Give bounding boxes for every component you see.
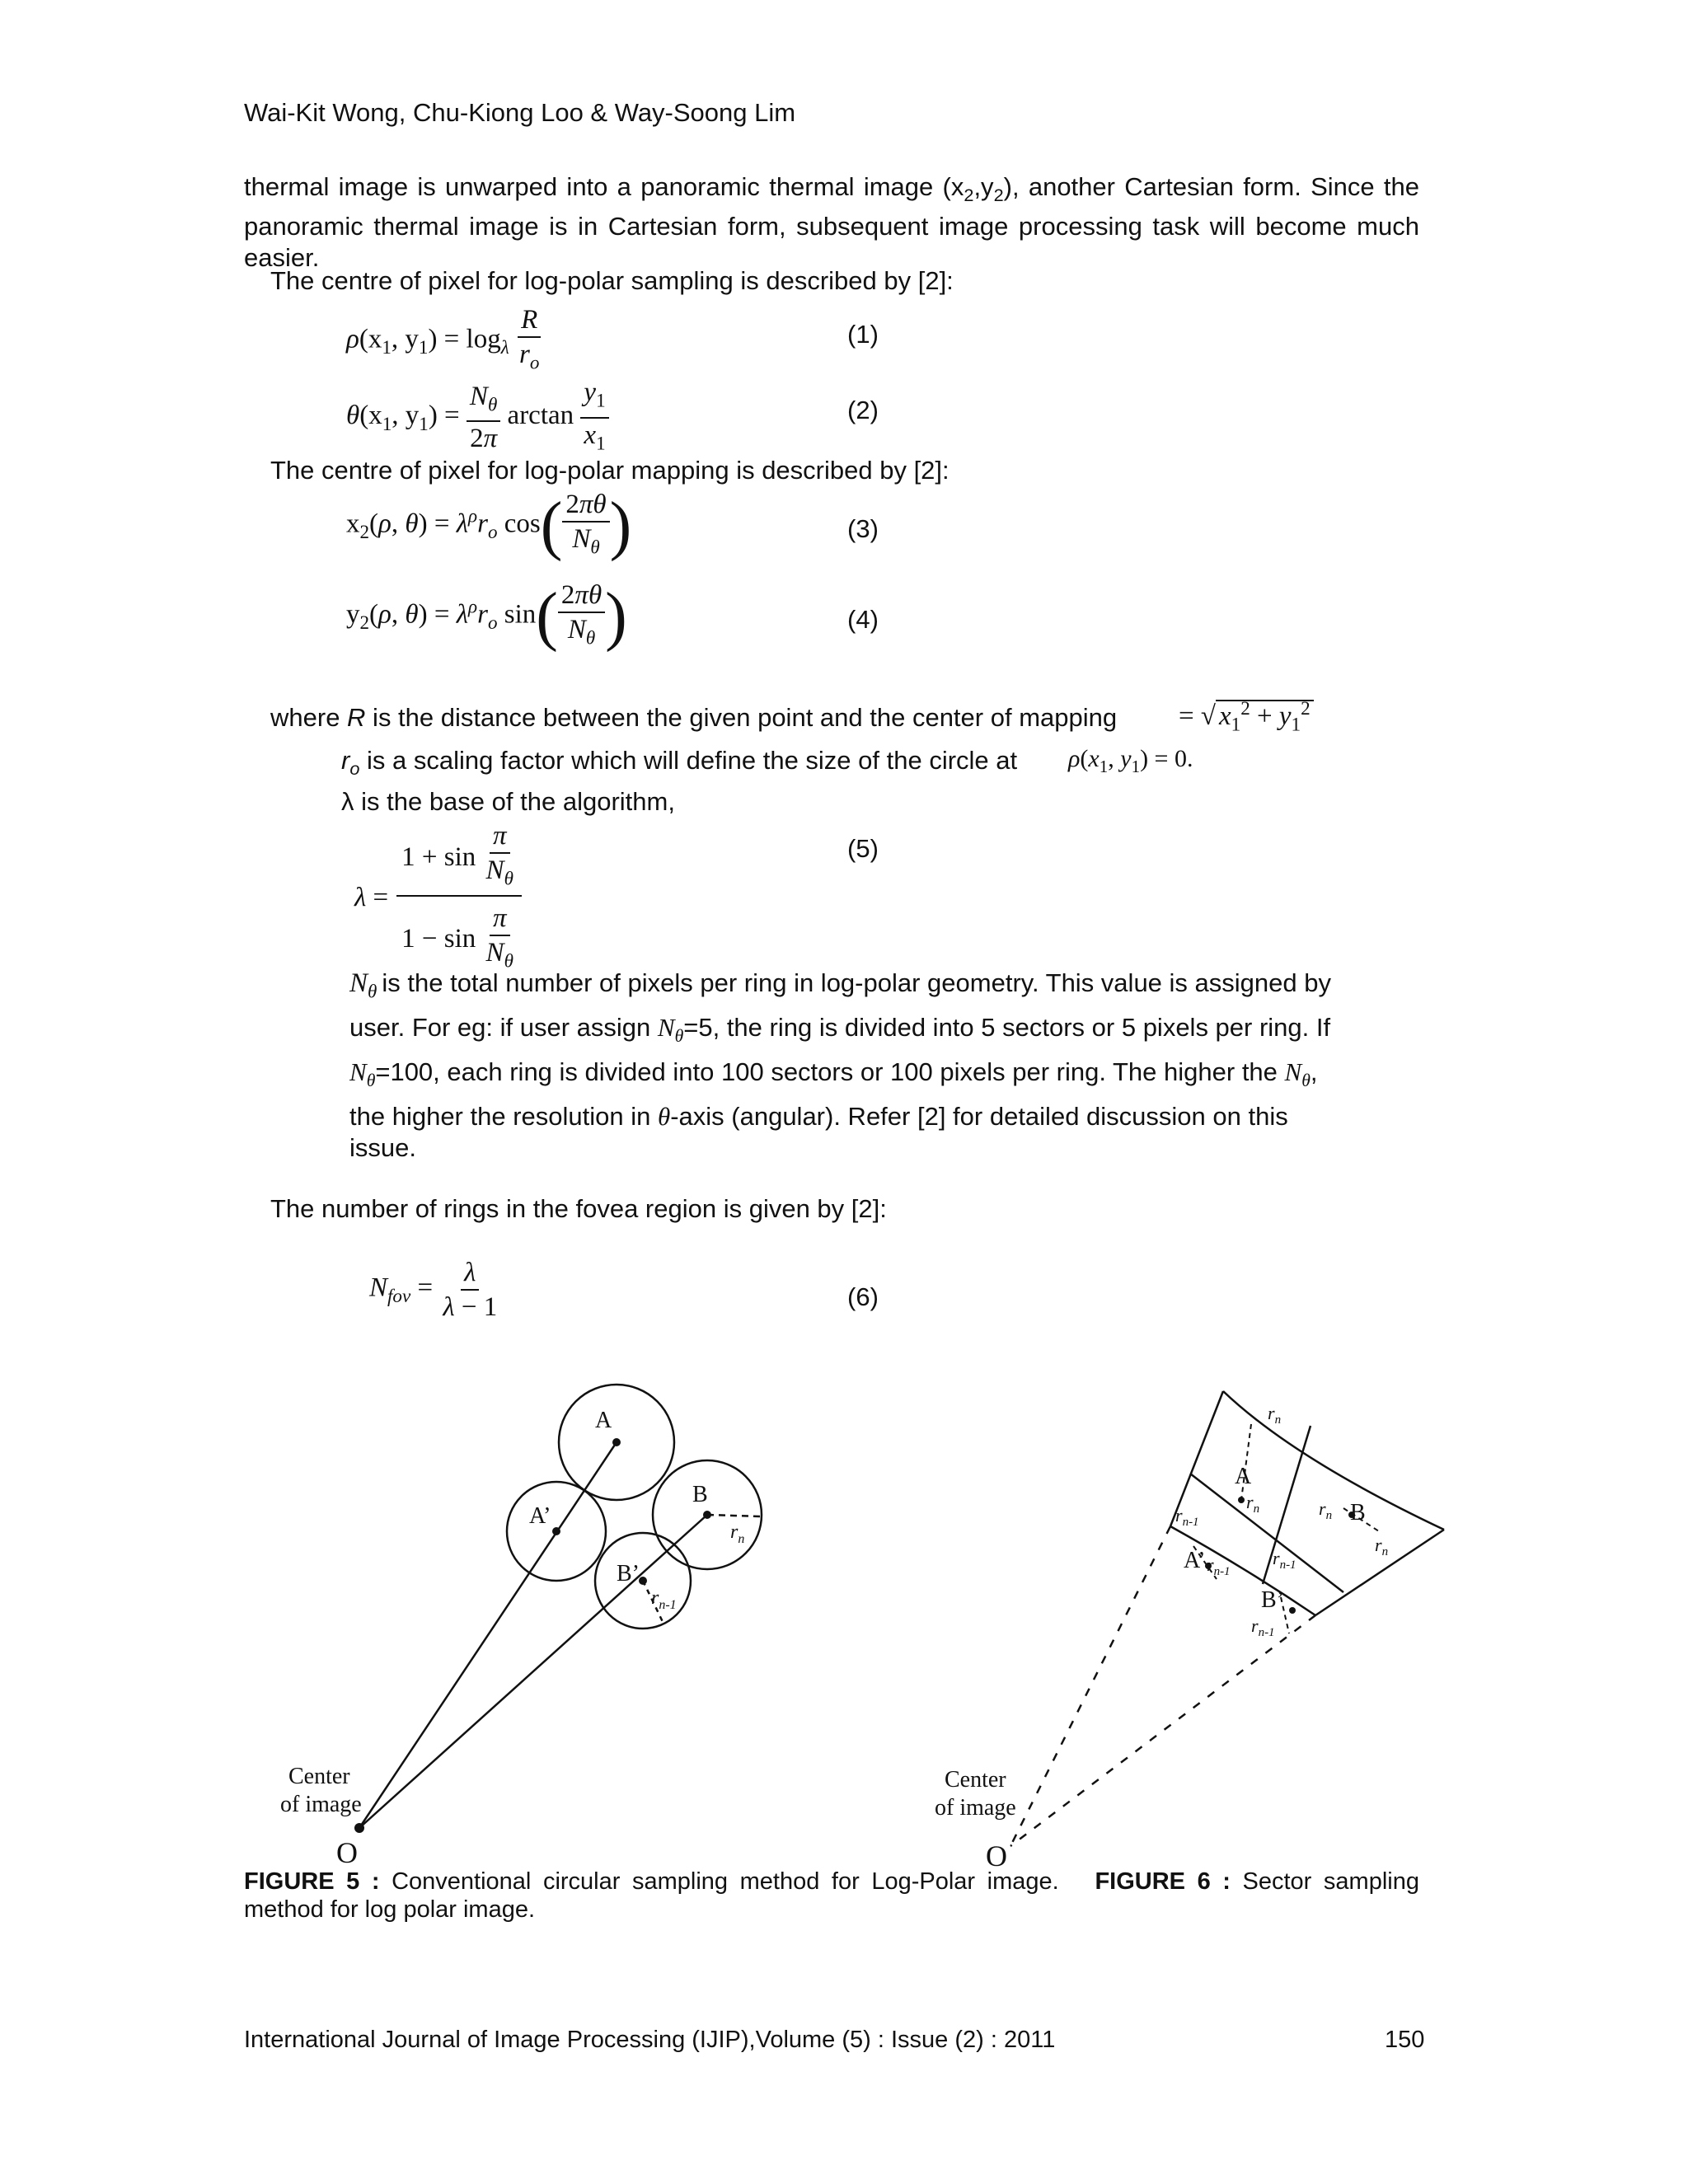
svg-text:rn: $r_n$ [1375, 1535, 1389, 1558]
equation-number-3: (3) [847, 514, 879, 543]
radius-rn [707, 1515, 762, 1516]
label-B-prime: B’ [617, 1561, 640, 1586]
sampling-intro: The centre of pixel for log-polar sampling is described by [2]: [270, 266, 954, 295]
svg-text:rn-1: $r_{n-1}$ [1207, 1554, 1231, 1578]
figure-5 [264, 1376, 808, 1871]
dashed-ray-left [1010, 1526, 1170, 1846]
ray-to-B [359, 1515, 707, 1828]
equation-5: λ = 1 + sin $\frac{\pi}{N_\theta}$ 1 − sin $\frac{\pi}{N_\theta}$ [354, 819, 522, 977]
footer-journal: International Journal of Image Processing (IJIP),Volume (5) : Issue (2) : 2011 [244, 2027, 1056, 2053]
svg-text:rn-1: $r_{n-1}$ [1251, 1615, 1275, 1639]
figure-captions: FIGURE 5 : Conventional circular sampling method for Log-Polar image. FIGURE 6 : Sector sampling method for log polar image. [244, 1868, 1419, 1923]
label-rn1: $r_{n-1}$ [651, 1587, 677, 1612]
lambda-line: λ is the base of the algorithm, [341, 787, 675, 816]
label-A: A [595, 1408, 612, 1433]
equation-number-4: (4) [847, 605, 879, 634]
equation-number-2: (2) [847, 396, 879, 424]
label-origin: O [986, 1840, 1007, 1871]
label-B-prime: B’ [1261, 1587, 1284, 1613]
mapping-intro: The centre of pixel for log-polar mapping is described by [2]: [270, 456, 950, 485]
label-A-prime: A’ [529, 1503, 551, 1529]
label-origin: O [336, 1836, 358, 1869]
label-center: Center [288, 1764, 350, 1789]
ray-to-A [359, 1442, 617, 1828]
label-A-prime: A’ [1184, 1548, 1206, 1573]
sqrt-expression: = √ $x_1^2 + y_1^2$ [1179, 697, 1314, 736]
svg-text:rn: $r_n$ [1246, 1492, 1260, 1516]
svg-text:rn-1: $r_{n-1}$ [1175, 1505, 1199, 1529]
svg-text:rn-1: $r_{n-1}$ [1273, 1548, 1296, 1572]
equation-4: $y_2(\rho$, $\theta) = \lambda^\rho r_o$ sin( $\frac{2\pi\theta}{N_\theta}$ ) [346, 579, 627, 653]
label-rn: $r_n$ [730, 1521, 745, 1546]
equation-number-5: (5) [847, 834, 879, 863]
svg-text:rn: $r_n$ [1268, 1403, 1282, 1427]
running-header: Wai-Kit Wong, Chu-Kiong Loo & Way-Soong Lim [244, 98, 796, 127]
rings-intro: The number of rings in the fovea region is given by [2]: [270, 1194, 887, 1223]
figure-6 [923, 1376, 1451, 1871]
where-R-line: where R is the distance between the given point and the center of mapping [270, 703, 1118, 732]
equation-2: $\theta(x_1$, $y_1$) = $\frac{N_\theta}{2\pi}$ arctan $\frac{y_1}{x_1}$ [346, 376, 609, 459]
footer-page-number: 150 [1385, 2027, 1425, 2053]
equation-number-1: (1) [847, 320, 879, 349]
dashed-ray-right [1010, 1615, 1315, 1846]
equation-6: $N_{fov}$ = $\frac{\lambda}{\lambda - 1}$ [369, 1258, 498, 1322]
equation-3: $x_2(\rho$, $\theta) = \lambda^\rho r_o$ cos( $\frac{2\pi\theta}{N_\theta}$ ) [346, 489, 632, 562]
svg-text:rn: $r_n$ [1319, 1498, 1333, 1522]
label-B: B [1350, 1500, 1366, 1526]
equation-1: $\rho(x_1$, $y_1) = \log_\lambda$ $\frac{R}{r_o}$ [346, 305, 540, 373]
label-center: Center [945, 1767, 1006, 1793]
label-of-image: of image [280, 1792, 362, 1817]
equation-number-6: (6) [847, 1282, 879, 1311]
label-A: A [1235, 1464, 1252, 1489]
label-of-image: of image [935, 1795, 1016, 1821]
label-B: B [692, 1482, 708, 1507]
ntheta-paragraph: $N_\theta$ is the total number of pixels per ring in log-polar geometry. This value is assigned by user. For eg: if user assign $N_\theta=5$, the ring is divided into 5 sectors or 5 pixels per ring. If $N_\theta=100$, each ring is divided into 100 sectors or 100 pixels per ring. The higher the $N_\theta$, the higher the resolution in θ-axis (angular). Refer [2] for detailed discussion on this issue. [349, 968, 1331, 1162]
rho-zero-expression: $\rho(x_1$, $y_1) = 0$. [1068, 745, 1193, 776]
paragraph-unwarp: thermal image is unwarped into a panoramic thermal image $(x_2,y_2)$, another Cartesian form. Since the panoramic thermal image is in Cartesian form, subsequent image processing task will become much easier. [244, 172, 1419, 273]
ro-line: $r_o$ is a scaling factor which will define the size of the circle at [341, 746, 1018, 780]
